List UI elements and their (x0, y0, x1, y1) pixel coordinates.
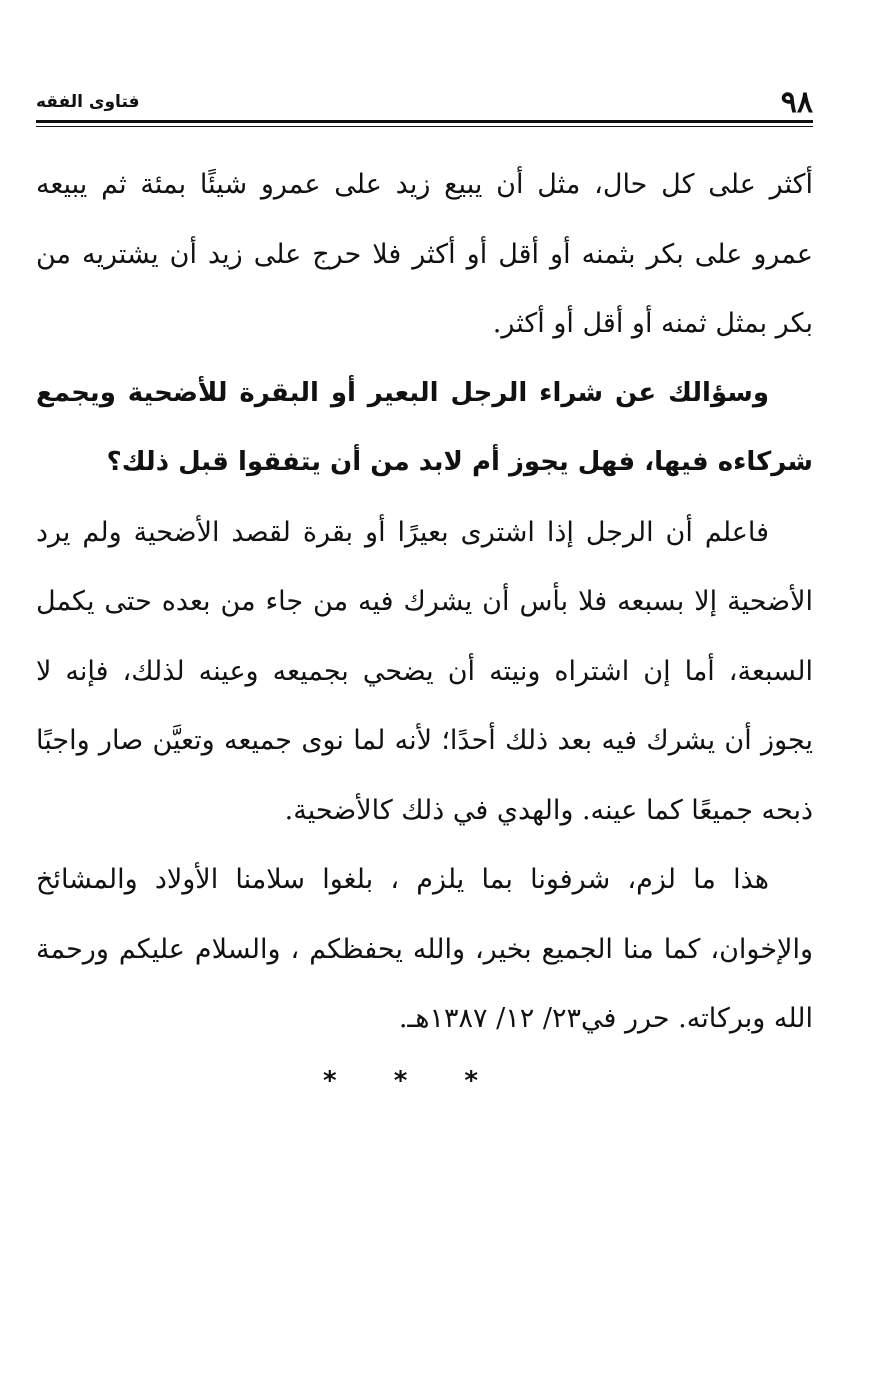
paragraph-answer: فاعلم أن الرجل إذا اشترى بعيرًا أو بقرة لقصد الأضحية ولم يرد الأضحية إلا بسبعه فلا بأس أن يشرك فيه من جاء من بعده حتى يكمل السبعة، أما إن اشتراه ونيته أن يضحي بجميعه وعينه لذلك، فإنه لا يجوز أن يشرك فيه بعد ذلك أحدًا؛ لأنه لما نوى جميعه وتعيَّن صار واجبًا ذبحه جميعًا كما عينه. والهدي في ذلك كالأضحية. (36, 516, 813, 826)
running-title: فتاوى الفقه (36, 92, 140, 112)
header-rule-thick (36, 120, 813, 123)
paragraph-closing: هذا ما لزم، شرفونا بما يلزم ، بلغوا سلامنا الأولاد والمشائخ والإخوان، كما منا الجميع بخير، والله يحفظكم ، والسلام عليكم ورحمة الله وبركاته. حرر في٢٣/ ١٢/ ١٣٨٧هـ. (36, 864, 813, 1034)
page-number: ٩٨ (780, 85, 813, 120)
paragraph-continuation: أكثر على كل حال، مثل أن يبيع زيد على عمرو شيئًا بمئة ثم يبيعه عمرو على بكر بثمنه أو أقل أو أكثر فلا حرج على زيد أن يشتريه من بكر بمثل ثمنه أو أقل أو أكثر. (36, 169, 813, 339)
paragraph-question: وسؤالك عن شراء الرجل البعير أو البقرة للأضحية ويجمع شركاءه فيها، فهل يجوز أم لابد من أن يتفقوا قبل ذلك؟ (36, 377, 813, 477)
section-separator: * * * (323, 1065, 502, 1096)
header-rule-thin (36, 126, 813, 127)
body-text (36, 150, 813, 1096)
page-header (36, 78, 813, 126)
